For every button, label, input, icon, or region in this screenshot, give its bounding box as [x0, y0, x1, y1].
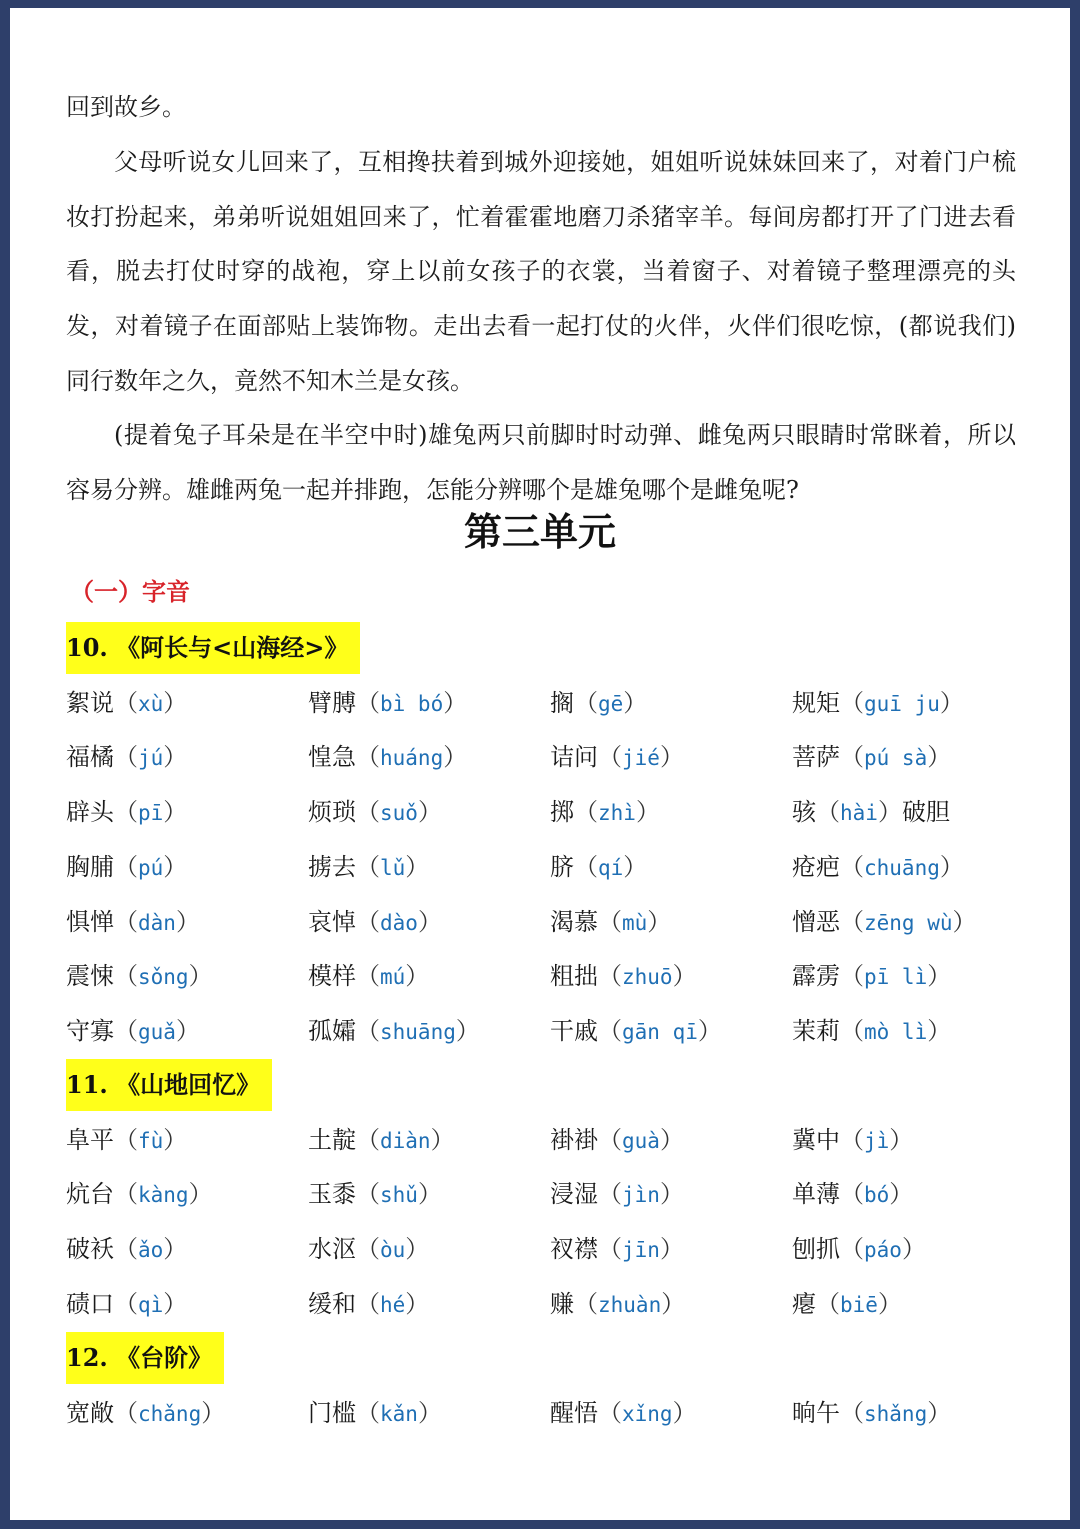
- pinyin-text: sǒng: [138, 965, 189, 990]
- word-entry: [308, 792, 442, 833]
- paragraph-rabbits: (提着兔子耳朵是在半空中时)雄兔两只前脚时时动弹、雌兔两只眼睛时常眯着，所以容易分辨。雄雌两兔一起并排跑，怎能分辨哪个是雄兔哪个是雌兔呢?: [66, 421, 1016, 504]
- paren-close: ）: [405, 852, 430, 881]
- paren-open: （: [598, 1125, 622, 1154]
- word-entry: [308, 1284, 429, 1325]
- word-text: 孤孀: [308, 1016, 356, 1045]
- word-entry: [550, 1011, 722, 1052]
- lesson-title: 11. 《山地回忆》: [66, 1059, 272, 1111]
- paren-open: （: [114, 852, 138, 881]
- paren-open: （: [816, 1289, 840, 1318]
- pinyin-text: shuāng: [380, 1019, 456, 1044]
- word-suffix: 破胆: [901, 798, 950, 827]
- paren-open: （: [356, 688, 380, 717]
- word-text: 刨抓: [792, 1235, 840, 1264]
- word-text: 茉莉: [792, 1016, 840, 1045]
- word-entry: [792, 847, 964, 888]
- word-entry: [66, 847, 187, 888]
- word-entry: [550, 956, 697, 997]
- word-entry: [550, 1120, 684, 1161]
- paren-close: ）: [175, 1016, 200, 1045]
- pinyin-text: fù: [138, 1128, 164, 1153]
- paren-close: ）: [939, 852, 964, 881]
- word-text: 规矩: [792, 688, 840, 717]
- paren-open: （: [114, 1289, 138, 1318]
- word-row: [66, 956, 1046, 996]
- word-text: 守寡: [66, 1016, 114, 1045]
- word-text: 碛口: [66, 1289, 114, 1318]
- word-entry: [792, 1174, 913, 1215]
- paren-close: ）: [635, 798, 660, 827]
- pinyin-text: guī ju: [864, 691, 940, 716]
- word-text: 惧惮: [66, 907, 114, 936]
- word-text: 冀中: [792, 1125, 840, 1154]
- word-text: 絮说: [66, 688, 114, 717]
- pinyin-text: kǎn: [380, 1401, 418, 1426]
- word-text: 单薄: [792, 1180, 840, 1209]
- unit-title: 第三单元: [463, 509, 616, 554]
- word-entry: [308, 902, 442, 943]
- pinyin-text: mù: [622, 910, 648, 935]
- pinyin-text: mú: [380, 965, 406, 990]
- pinyin-text: jú: [138, 746, 164, 771]
- paren-open: （: [114, 743, 138, 772]
- word-row: [66, 847, 1046, 887]
- word-entry: [308, 683, 467, 724]
- pinyin-text: zhuàn: [598, 1292, 662, 1317]
- paren-open: （: [574, 798, 598, 827]
- pinyin-text: hé: [380, 1292, 406, 1317]
- paren-open: （: [598, 907, 622, 936]
- paren-open: （: [356, 907, 380, 936]
- word-row: [66, 1011, 1046, 1051]
- pinyin-text: lǔ: [380, 855, 406, 880]
- word-entry: [308, 956, 429, 997]
- pinyin-text: gē: [598, 691, 624, 716]
- word-entry: [66, 1229, 187, 1270]
- word-row: [66, 1229, 1046, 1269]
- pinyin-text: biē: [840, 1292, 878, 1317]
- word-entry: [66, 792, 187, 833]
- paren-close: ）: [163, 1235, 188, 1264]
- pinyin-text: qì: [138, 1292, 164, 1317]
- word-text: 福橘: [66, 743, 114, 772]
- paren-close: ）: [889, 1125, 914, 1154]
- pinyin-text: huáng: [380, 746, 444, 771]
- word-entry: [792, 683, 964, 724]
- word-row: [66, 737, 1046, 777]
- pinyin-text: hài: [840, 801, 878, 826]
- paren-open: （: [114, 907, 138, 936]
- pinyin-text: jì: [864, 1128, 890, 1153]
- paragraph-return-home: 父母听说女儿回来了，互相搀扶着到城外迎接她，姐姐听说妹妹回来了，对着门户梳妆打扮起来，弟弟听说姐姐回来了，忙着霍霍地磨刀杀猪宰羊。每间房都打开了门进去看看，脱去打仗时穿的战袍，穿上以前女孩子的衣裳，当着窗子、对着镜子整理漂亮的头发，对着镜子在面部贴上装饰物。走出去看一起打仗的火伴，火伴们很吃惊，(都说我们)同行数年之久，竟然不知木兰是女孩。: [66, 148, 1016, 395]
- word-entry: [66, 1174, 213, 1215]
- pinyin-text: suǒ: [380, 801, 418, 826]
- paren-close: ）: [163, 852, 188, 881]
- word-text: 搁: [550, 688, 574, 717]
- paren-open: （: [356, 798, 380, 827]
- paren-close: ）: [163, 1125, 188, 1154]
- pinyin-text: òu: [380, 1238, 406, 1263]
- paren-open: （: [598, 962, 622, 991]
- word-text: 宽敞: [66, 1398, 114, 1427]
- paren-close: ）: [417, 1180, 442, 1209]
- paren-open: （: [598, 1398, 622, 1427]
- paren-close: ）: [647, 907, 672, 936]
- paren-open: （: [574, 1289, 598, 1318]
- word-entry: [308, 1229, 429, 1270]
- word-entry: [550, 847, 647, 888]
- word-text: 浸湿: [550, 1180, 598, 1209]
- paren-open: （: [840, 1016, 864, 1045]
- word-entry: [550, 1229, 684, 1270]
- paren-open: （: [840, 1398, 864, 1427]
- word-entry: [550, 683, 647, 724]
- word-text: 骇: [792, 798, 816, 827]
- word-entry: [550, 1174, 684, 1215]
- paren-close: ）: [659, 743, 684, 772]
- pinyin-text: guǎ: [138, 1019, 176, 1044]
- paren-open: （: [114, 1125, 138, 1154]
- word-text: 模样: [308, 962, 356, 991]
- pinyin-text: guà: [622, 1128, 660, 1153]
- paren-close: ）: [672, 1398, 697, 1427]
- word-entry: [792, 792, 950, 833]
- word-text: 渴慕: [550, 907, 598, 936]
- paren-close: ）: [927, 1398, 952, 1427]
- paren-close: ）: [430, 1125, 455, 1154]
- word-row: [66, 902, 1046, 942]
- word-entry: [66, 1393, 225, 1434]
- paren-close: ）: [188, 1180, 213, 1209]
- paren-close: ）: [659, 1235, 684, 1264]
- word-entry: [66, 1120, 187, 1161]
- paren-open: （: [114, 1016, 138, 1045]
- paren-open: （: [356, 1398, 380, 1427]
- word-entry: [308, 1174, 442, 1215]
- paren-open: （: [356, 1289, 380, 1318]
- pinyin-text: pī: [138, 801, 164, 826]
- word-text: 疮疤: [792, 852, 840, 881]
- document-page: [10, 8, 1070, 1520]
- paren-close: ）: [443, 688, 468, 717]
- paren-open: （: [114, 1235, 138, 1264]
- word-entry: [792, 1284, 902, 1325]
- paren-close: ）: [927, 962, 952, 991]
- word-text: 菩萨: [792, 743, 840, 772]
- paren-open: （: [356, 1235, 380, 1264]
- word-entry: [308, 1393, 442, 1434]
- word-text: 破袄: [66, 1235, 114, 1264]
- paren-close: ）: [939, 688, 964, 717]
- pinyin-text: bì bó: [380, 691, 444, 716]
- paren-close: ）: [405, 1235, 430, 1264]
- paren-close: ）: [659, 1180, 684, 1209]
- word-entry: [550, 1284, 685, 1325]
- word-text: 惶急: [308, 743, 356, 772]
- paren-close: ）: [672, 962, 697, 991]
- paren-open: （: [574, 852, 598, 881]
- pinyin-text: dào: [380, 910, 418, 935]
- paren-close: ）: [175, 907, 200, 936]
- word-text: 震悚: [66, 962, 114, 991]
- word-text: 辟头: [66, 798, 114, 827]
- paren-close: ）: [455, 1016, 480, 1045]
- word-text: 炕台: [66, 1180, 114, 1209]
- paren-close: ）: [163, 688, 188, 717]
- paren-close: ）: [877, 798, 902, 827]
- word-row: [66, 1174, 1046, 1214]
- paren-open: （: [356, 1016, 380, 1045]
- word-text: 门槛: [308, 1398, 356, 1427]
- paren-open: （: [114, 962, 138, 991]
- word-entry: [550, 902, 671, 943]
- pinyin-text: qí: [598, 855, 624, 880]
- paren-open: （: [356, 852, 380, 881]
- paren-open: （: [598, 743, 622, 772]
- paren-open: （: [356, 1125, 380, 1154]
- paren-close: ）: [901, 1235, 926, 1264]
- pinyin-text: zhuō: [622, 965, 673, 990]
- paren-close: ）: [623, 852, 648, 881]
- word-text: 粗拙: [550, 962, 598, 991]
- paren-open: （: [840, 743, 864, 772]
- word-text: 衩襟: [550, 1235, 598, 1264]
- paren-close: ）: [405, 1289, 430, 1318]
- word-row: [66, 1120, 1046, 1160]
- paren-open: （: [840, 1125, 864, 1154]
- paren-open: （: [356, 743, 380, 772]
- word-text: 醒悟: [550, 1398, 598, 1427]
- paren-close: ）: [443, 743, 468, 772]
- paren-open: （: [114, 688, 138, 717]
- word-entry: [308, 1120, 455, 1161]
- word-entry: [792, 1120, 913, 1161]
- word-text: 霹雳: [792, 962, 840, 991]
- paren-close: ）: [163, 1289, 188, 1318]
- pinyin-text: jìn: [622, 1183, 660, 1208]
- paren-open: （: [114, 1398, 138, 1427]
- paren-open: （: [598, 1016, 622, 1045]
- lesson-title: 12. 《台阶》: [66, 1332, 224, 1384]
- word-text: 烦琐: [308, 798, 356, 827]
- word-text: 瘪: [792, 1289, 816, 1318]
- word-text: 玉黍: [308, 1180, 356, 1209]
- pinyin-text: kàng: [138, 1183, 189, 1208]
- word-text: 哀悼: [308, 907, 356, 936]
- word-entry: [66, 683, 187, 724]
- paren-close: ）: [952, 907, 977, 936]
- word-text: 诘问: [550, 743, 598, 772]
- paren-open: （: [840, 852, 864, 881]
- paren-open: （: [574, 688, 598, 717]
- paren-open: （: [356, 1180, 380, 1209]
- pinyin-text: diàn: [380, 1128, 431, 1153]
- section-title: （一）字音: [70, 577, 190, 606]
- word-entry: [66, 1011, 200, 1052]
- paren-open: （: [840, 688, 864, 717]
- paren-close: ）: [661, 1289, 686, 1318]
- word-row: [66, 683, 1046, 723]
- word-entry: [66, 1284, 187, 1325]
- pinyin-text: mò lì: [864, 1019, 928, 1044]
- word-text: 憎恶: [792, 907, 840, 936]
- word-entry: [792, 902, 977, 943]
- word-text: 水沤: [308, 1235, 356, 1264]
- word-text: 掳去: [308, 852, 356, 881]
- word-entry: [792, 1229, 926, 1270]
- paren-open: （: [356, 962, 380, 991]
- word-entry: [66, 956, 213, 997]
- pinyin-text: gān qī: [622, 1019, 698, 1044]
- pinyin-text: xù: [138, 691, 164, 716]
- pinyin-text: pú: [138, 855, 164, 880]
- paren-close: ）: [877, 1289, 902, 1318]
- pinyin-text: chǎng: [138, 1401, 202, 1426]
- word-text: 土靛: [308, 1125, 356, 1154]
- word-row: [66, 792, 1046, 832]
- lesson-title: 10. 《阿长与<山海经>》: [66, 622, 360, 674]
- word-text: 脐: [550, 852, 574, 881]
- word-entry: [308, 1011, 480, 1052]
- word-entry: [550, 792, 660, 833]
- word-text: 掷: [550, 798, 574, 827]
- word-entry: [550, 1393, 697, 1434]
- word-entry: [550, 737, 684, 778]
- paren-open: （: [598, 1180, 622, 1209]
- paren-close: ）: [927, 743, 952, 772]
- word-row: [66, 1393, 1046, 1433]
- paren-open: （: [840, 1235, 864, 1264]
- paren-open: （: [598, 1235, 622, 1264]
- word-entry: [66, 737, 187, 778]
- paragraph-closing-line: 回到故乡。: [66, 93, 186, 121]
- paren-close: ）: [697, 1016, 722, 1045]
- word-text: 缓和: [308, 1289, 356, 1318]
- pinyin-text: jié: [622, 746, 660, 771]
- paren-close: ）: [405, 962, 430, 991]
- pinyin-text: zhì: [598, 801, 636, 826]
- pinyin-text: dàn: [138, 910, 176, 935]
- pinyin-text: pī lì: [864, 965, 928, 990]
- paren-close: ）: [163, 798, 188, 827]
- pinyin-text: jīn: [622, 1238, 660, 1263]
- paren-open: （: [840, 907, 864, 936]
- pinyin-text: shǔ: [380, 1183, 418, 1208]
- pinyin-text: bó: [864, 1183, 890, 1208]
- word-entry: [308, 737, 467, 778]
- paren-open: （: [840, 1180, 864, 1209]
- pinyin-text: chuāng: [864, 855, 940, 880]
- word-text: 臂膊: [308, 688, 356, 717]
- pinyin-text: shǎng: [864, 1401, 928, 1426]
- word-row: [66, 1284, 1046, 1324]
- pinyin-text: pú sà: [864, 746, 928, 771]
- word-entry: [792, 956, 951, 997]
- paren-close: ）: [188, 962, 213, 991]
- paren-open: （: [840, 962, 864, 991]
- paren-close: ）: [889, 1180, 914, 1209]
- paren-close: ）: [417, 907, 442, 936]
- paren-open: （: [816, 798, 840, 827]
- paren-close: ）: [417, 1398, 442, 1427]
- pinyin-text: xǐng: [622, 1401, 673, 1426]
- word-entry: [792, 737, 951, 778]
- paren-open: （: [114, 1180, 138, 1209]
- paren-close: ）: [201, 1398, 226, 1427]
- pinyin-text: páo: [864, 1238, 902, 1263]
- word-text: 胸脯: [66, 852, 114, 881]
- word-text: 阜平: [66, 1125, 114, 1154]
- word-text: 褂褂: [550, 1125, 598, 1154]
- paren-close: ）: [927, 1016, 952, 1045]
- paren-close: ）: [417, 798, 442, 827]
- word-entry: [66, 902, 200, 943]
- word-text: 干戚: [550, 1016, 598, 1045]
- paren-close: ）: [659, 1125, 684, 1154]
- paren-open: （: [114, 798, 138, 827]
- word-text: 晌午: [792, 1398, 840, 1427]
- word-entry: [308, 847, 429, 888]
- word-entry: [792, 1011, 951, 1052]
- pinyin-text: ǎo: [138, 1238, 164, 1263]
- paren-close: ）: [163, 743, 188, 772]
- paren-close: ）: [623, 688, 648, 717]
- word-entry: [792, 1393, 951, 1434]
- word-text: 赚: [550, 1289, 574, 1318]
- pinyin-text: zēng wù: [864, 910, 953, 935]
